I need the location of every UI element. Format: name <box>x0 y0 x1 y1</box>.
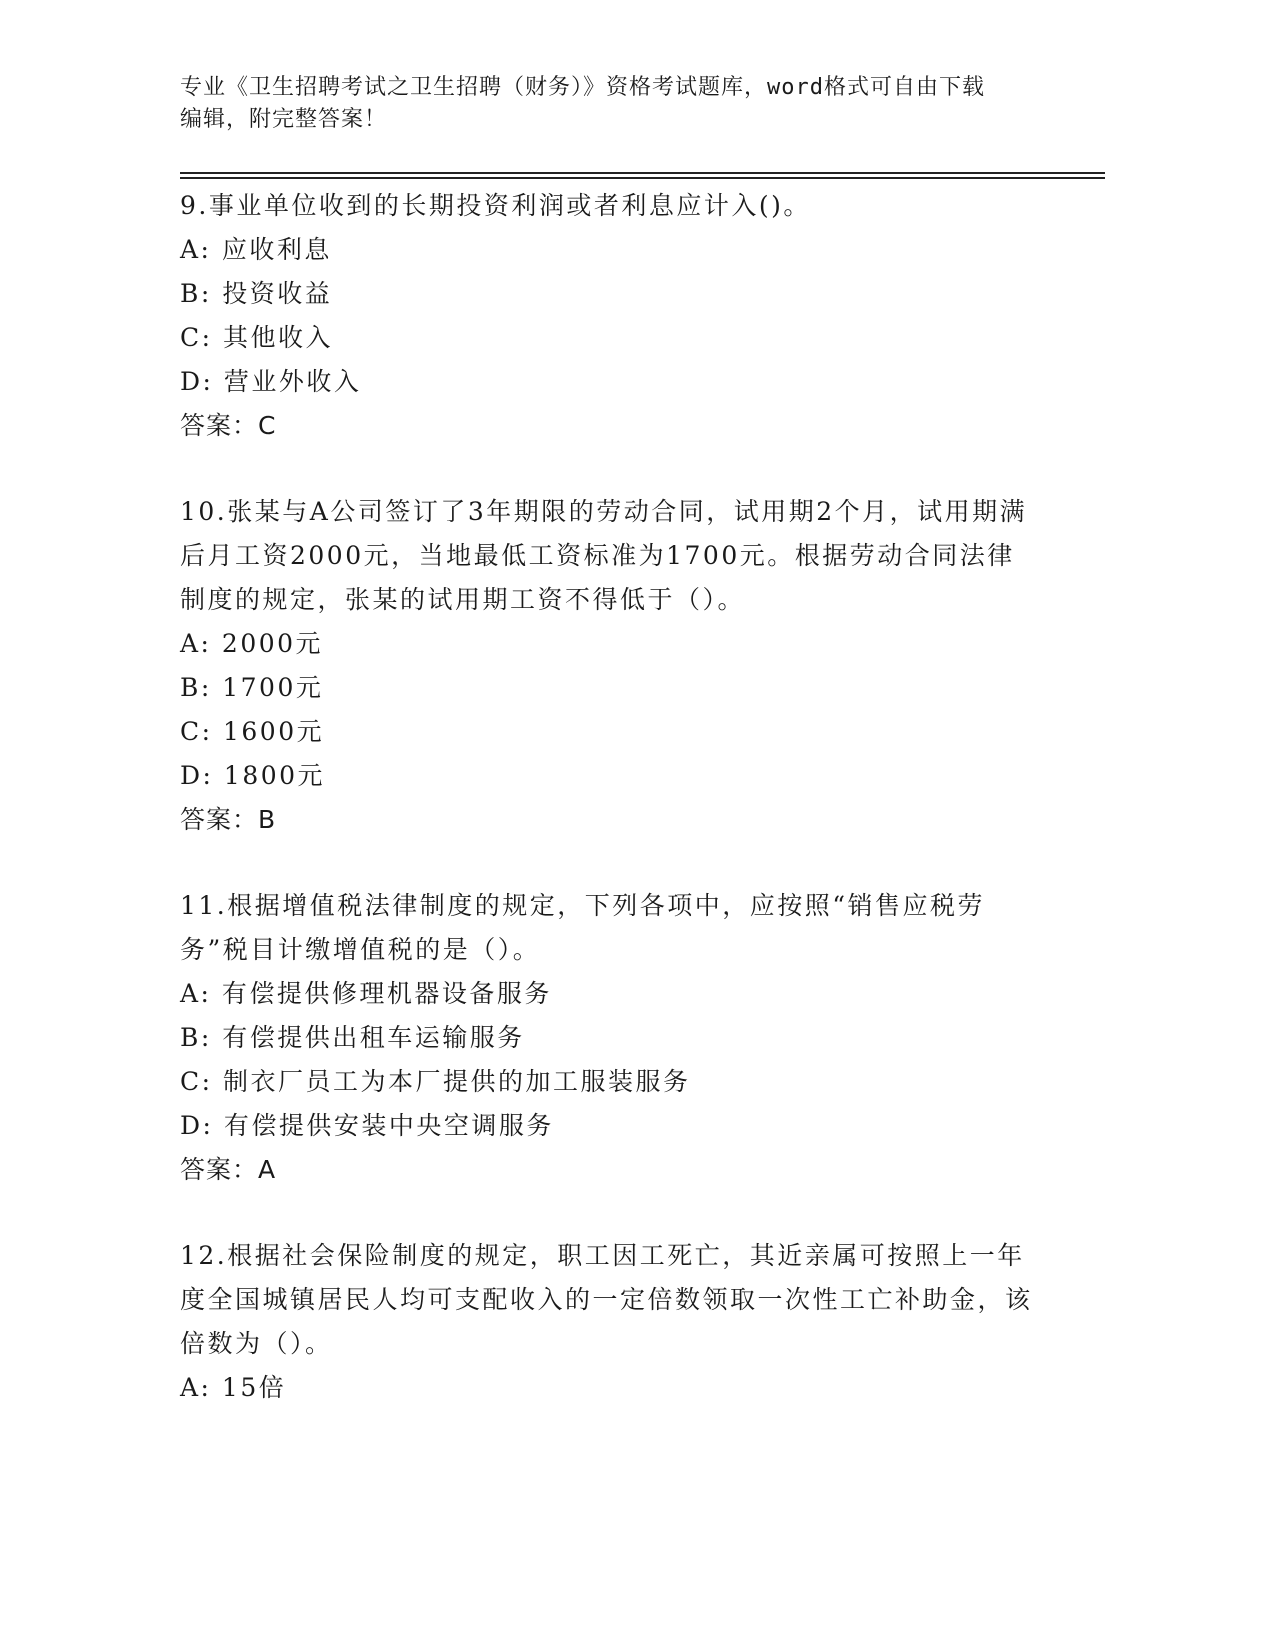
option-a: A: 应收利息 <box>180 235 332 264</box>
answer-label: 答案：C <box>180 411 277 440</box>
option-b: B: 投资收益 <box>180 279 333 308</box>
question-list <box>180 184 1080 1452</box>
option-d: D: 营业外收入 <box>180 367 362 396</box>
option-c: C: 制衣厂员工为本厂提供的加工服装服务 <box>180 1067 691 1096</box>
question-10 <box>180 490 1080 842</box>
header-line-1: 专业《卫生招聘考试之卫生招聘（财务）》资格考试题库，word格式可自由下载 <box>180 75 985 100</box>
option-c: C: 其他收入 <box>180 323 333 352</box>
option-c: C: 1600元 <box>180 717 325 746</box>
option-a: A: 15倍 <box>180 1373 287 1402</box>
question-12 <box>180 1234 1080 1410</box>
question-stem: 9.事业单位收到的长期投资利润或者利息应计入()。 <box>180 191 811 220</box>
option-b: B: 有偿提供出租车运输服务 <box>180 1023 525 1052</box>
header-line-2: 编辑，附完整答案！ <box>180 107 388 132</box>
answer-label: 答案：B <box>180 805 277 834</box>
document-header <box>180 72 1060 136</box>
answer-label: 答案：A <box>180 1155 277 1184</box>
question-stem: 12.根据社会保险制度的规定，职工因工死亡，其近亲属可按照上一年度全国城镇居民人均可支配收入的一定倍数领取一次性工亡补助金，该倍数为（）。 <box>180 1241 1033 1358</box>
question-11 <box>180 884 1080 1192</box>
question-9 <box>180 184 1080 448</box>
header-divider-bottom <box>180 177 1105 179</box>
option-b: B: 1700元 <box>180 673 324 702</box>
question-stem: 10.张某与A公司签订了3年期限的劳动合同，试用期2个月，试用期满后月工资2000元，当地最低工资标准为1700元。根据劳动合同法律制度的规定，张某的试用期工资不得低于（）。 <box>180 497 1028 614</box>
header-divider-top <box>180 172 1105 174</box>
question-stem: 11.根据增值税法律制度的规定，下列各项中，应按照“销售应税劳务”税目计缴增值税的是（）。 <box>180 891 986 964</box>
option-a: A: 有偿提供修理机器设备服务 <box>180 979 552 1008</box>
option-d: D: 1800元 <box>180 761 326 790</box>
option-a: A: 2000元 <box>180 629 324 658</box>
option-d: D: 有偿提供安装中央空调服务 <box>180 1111 554 1140</box>
